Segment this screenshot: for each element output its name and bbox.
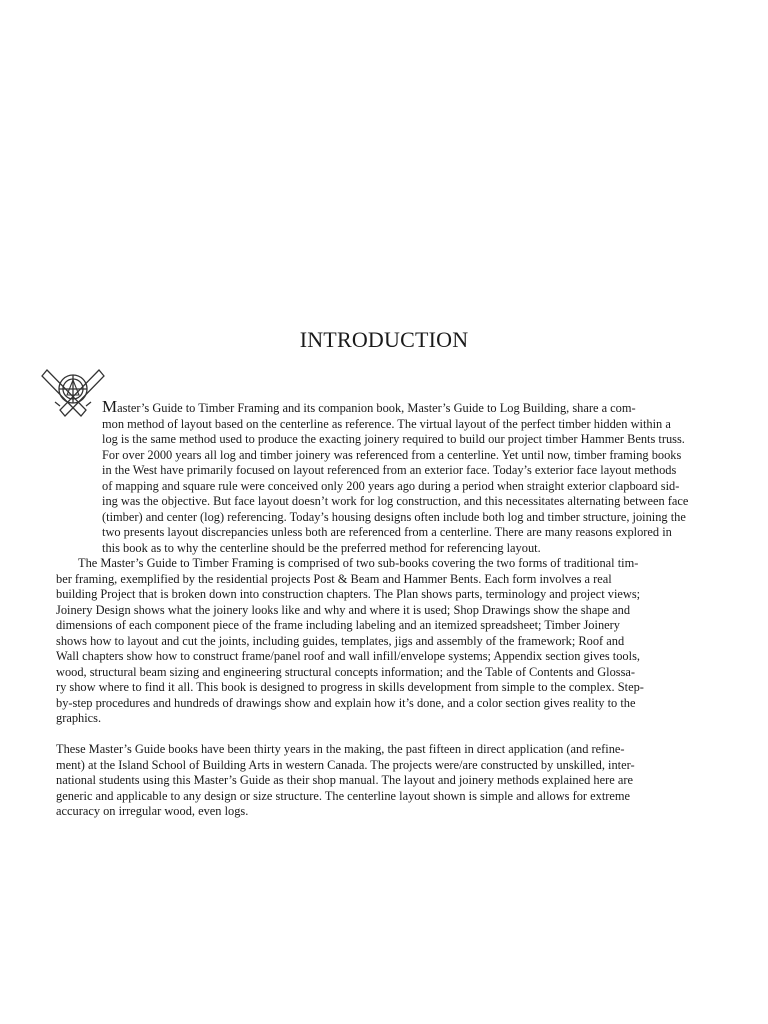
paragraph-1-line: ing was the objective. But face layout doesn’t work for log construction, and this necessitates alternating between face [102, 494, 689, 508]
paragraph-2-line: wood, structural beam sizing and engineering structural concepts information; and the Table of Contents and Glossa- [56, 664, 636, 679]
paragraph-2-line: graphics. [56, 711, 102, 725]
paragraph-1 [56, 397, 710, 556]
paragraph-2-line: shows how to layout and cut the joints, including guides, templates, jigs and assembly of the framework; Roof and [56, 633, 625, 648]
paragraph-1-line: this book as to why the centerline should be the preferred method for referencing layout. [102, 540, 541, 555]
paragraph-3 [56, 742, 710, 820]
paragraph-2-line: ry show where to find it all. This book is designed to progress in skills development from simple to the complex. Step- [56, 680, 644, 694]
paragraph-3-line: These Master’s Guide books have been thirty years in the making, the past fifteen in direct application (and refine- [56, 742, 625, 756]
paragraph-2-line: by-step procedures and hundreds of drawings show and explain how it’s done, and a color section gives reality to the [56, 695, 636, 710]
paragraph-3-line: national students using this Master’s Guide as their shop manual. The layout and joinery methods explained here are [56, 773, 633, 787]
paragraph-2-line: Joinery Design shows what the joinery looks like and why and where it is used; Shop Drawings show the shape and [56, 602, 631, 617]
paragraph-3-line: ment) at the Island School of Building Arts in western Canada. The projects were/are constructed by unskilled, inter- [56, 757, 635, 772]
paragraph-1-line: mon method of layout based on the centerline as reference. The virtual layout of the perfect timber hidden within a [102, 416, 671, 431]
paragraph-1-line: aster’s Guide to Timber Framing and its companion book, Master’s Guide to Log Building, share a com- [117, 401, 636, 415]
paragraph-2-line: Wall chapters show how to construct frame/panel roof and wall infill/envelope systems; Appendix section gives tools, [56, 649, 640, 663]
drop-cap: M [102, 397, 118, 416]
paragraph-1-line: (timber) and center (log) referencing. Today’s housing designs often include both log and timber structure, joining the [102, 509, 686, 524]
paragraph-2-line: dimensions of each component piece of the frame including labeling and an itemized spreadsheet; Timber Joinery [56, 618, 620, 632]
paragraph-3-line: generic and applicable to any design or size structure. The centerline layout shown is simple and allows for extreme [56, 788, 631, 803]
paragraph-1-line: For over 2000 years all log and timber joinery was referenced from a centerline. Yet until now, timber framing books [102, 447, 682, 462]
paragraph-2-line: ber framing, exemplified by the residential projects Post & Beam and Hammer Bents. Each form involves a real [56, 571, 612, 586]
body-text [56, 397, 710, 820]
paragraph-1-line: of mapping and square rule were conceived only 200 years ago during a period when straight exterior clapboard sid- [102, 478, 680, 493]
paragraph-1-line: log is the same method used to produce the exacting joinery required to build our project timber Hammer Bents truss. [102, 432, 685, 446]
page-title: INTRODUCTION [299, 327, 469, 352]
paragraph-1-line: two presents layout discrepancies unless both are referenced from a centerline. There are many reasons explored in [102, 525, 672, 539]
paragraph-2 [56, 556, 710, 727]
paragraph-1-line: in the West have primarily focused on layout referenced from an exterior face. Today’s exterior face layout methods [102, 463, 677, 477]
paragraph-2-line: building Project that is broken down into construction chapters. The Plan shows parts, terminology and project views; [56, 587, 641, 601]
paragraph-3-line: accuracy on irregular wood, even logs. [56, 804, 249, 818]
paragraph-2-line: The Master’s Guide to Timber Framing is comprised of two sub-books covering the two forms of traditional tim- [78, 556, 639, 570]
